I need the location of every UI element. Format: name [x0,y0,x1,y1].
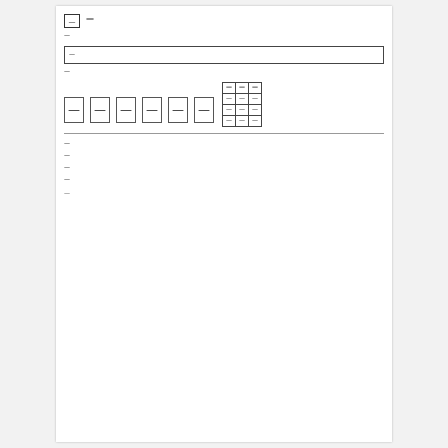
paragraph-3: — [64,140,70,147]
glyph-4: — [142,97,162,123]
page-footer: — [64,190,70,197]
header-row [64,14,384,28]
table-cell: — [249,105,262,116]
paragraph-2: — [64,68,70,75]
table-header-cell: — [223,83,236,94]
lead-paragraph: — [64,32,70,39]
table-header-cell: — [236,83,249,94]
glyph-2: — [90,97,110,123]
paragraph-6: — [64,176,70,183]
glyph-strip [64,82,214,127]
document-title: — [86,14,94,23]
note-box [64,46,384,64]
table-row [223,116,262,127]
table-cell: — [249,94,262,105]
table-row [223,105,262,116]
glyph-1: — [64,97,84,123]
table-cell: — [223,105,236,116]
divider [64,133,384,134]
glyph-3: — [116,97,136,123]
page-content [64,14,384,198]
data-table [222,82,262,127]
table-row [223,94,262,105]
table-header-cell: — [249,83,262,94]
glyph-5: — [168,97,188,123]
document-page [56,6,392,442]
table-cell: — [236,105,249,116]
table-cell: — [249,116,262,127]
paragraph-4: — [64,152,70,159]
table-cell: — [236,116,249,127]
figure-block [64,82,384,127]
table-cell: — [236,94,249,105]
glyph-6: — [194,97,214,123]
note-box-text: — [69,51,75,58]
table-cell: — [223,94,236,105]
table-header-row [223,83,262,94]
section-badge: — [64,14,80,28]
paragraph-5: — [64,164,70,171]
table-cell: — [223,116,236,127]
